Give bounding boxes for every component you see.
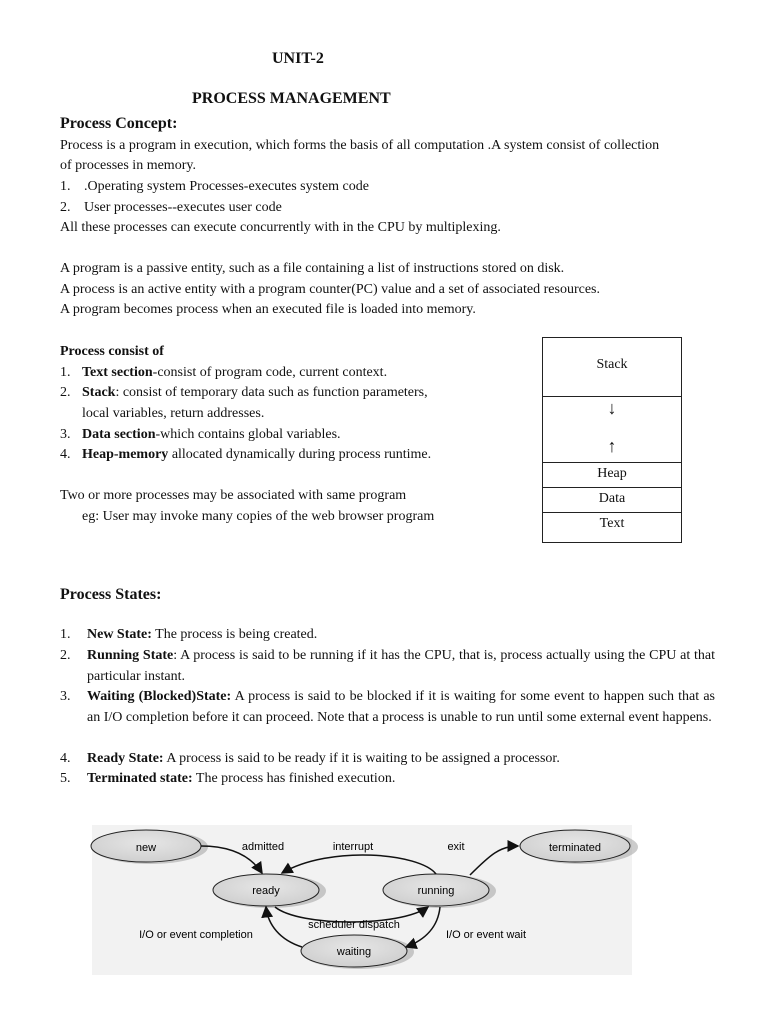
shared-program-example: eg: User may invoke many copies of the web browser program: [82, 509, 435, 524]
unit-title: UNIT-2: [272, 50, 324, 67]
item-text: -consist of program code, current context.: [152, 365, 388, 380]
node-label: running: [417, 885, 455, 897]
concept-list-item: [60, 198, 282, 218]
item-text: : consist of temporary data such as function parameters,: [115, 385, 428, 400]
concept-line-5: A process is an active entity with a program counter(PC) value and a set of associated resources.: [60, 282, 600, 297]
consist-item: [60, 363, 387, 383]
concept-line-4: A program is a passive entity, such as a file containing a list of instructions stored on disk.: [60, 261, 565, 276]
list-number: 2.: [60, 385, 71, 400]
edge-label-scheduler: scheduler dispatch: [308, 919, 400, 931]
item-text: -which contains global variables.: [155, 427, 341, 442]
list-number: 1.: [60, 365, 71, 380]
state-label: Terminated state:: [87, 771, 193, 786]
list-text: .Operating system Processes-executes system code: [84, 179, 369, 194]
list-number: 4.: [60, 751, 71, 766]
list-number: 1.: [60, 179, 71, 194]
state-item-new: [60, 625, 715, 646]
concept-line-3: All these processes can execute concurrently with in the CPU by multiplexing.: [60, 220, 501, 235]
list-number: 4.: [60, 447, 71, 462]
list-number: 5.: [60, 771, 71, 786]
list-number: 3.: [60, 689, 71, 704]
state-text: A process is said to be blocked if it is waiting for some event to happen such that as an I/O completion before it can proceed. Note that a process is unable to run until some external event happens.: [87, 689, 715, 725]
concept-line-1: Process is a program in execution, which forms the basis of all computation .A system consist of collection: [60, 138, 660, 153]
node-label: waiting: [336, 946, 372, 958]
list-text: User processes--executes user code: [84, 200, 282, 215]
state-text: The process has finished execution.: [192, 771, 396, 786]
item-label: Stack: [82, 385, 116, 400]
list-number: 3.: [60, 427, 71, 442]
list-number: 1.: [60, 627, 71, 642]
section-heading-concept: Process Concept:: [60, 115, 178, 132]
node-label: new: [135, 842, 157, 854]
consist-item: [60, 425, 341, 445]
state-text: The process is being created.: [151, 627, 318, 642]
section-heading-states: Process States:: [60, 586, 162, 603]
memory-heap-label: Heap: [543, 462, 681, 488]
list-number: 2.: [60, 648, 71, 663]
consist-item: [60, 445, 431, 465]
state-item-waiting: [60, 687, 715, 728]
down-arrow-icon: ↓: [607, 398, 617, 418]
shared-program-line: Two or more processes may be associated with same program: [60, 488, 407, 503]
item-label: Data section: [82, 427, 156, 442]
state-label: Running State: [87, 648, 174, 663]
edge-label-exit: exit: [447, 841, 465, 853]
process-memory-diagram: [542, 337, 682, 543]
page-title: PROCESS MANAGEMENT: [192, 90, 391, 107]
memory-stack-label: Stack: [596, 357, 628, 372]
state-item-terminated: [60, 769, 715, 790]
edge-label-interrupt: interrupt: [332, 841, 374, 853]
state-label: New State:: [87, 627, 152, 642]
concept-list-item: [60, 177, 369, 197]
concept-line-2: of processes in memory.: [60, 158, 196, 173]
consist-item: [60, 383, 428, 403]
state-label: Ready State:: [87, 751, 164, 766]
up-arrow-icon: ↑: [607, 436, 617, 456]
memory-data-label: Data: [543, 487, 681, 513]
item-text: allocated dynamically during process runtime.: [168, 447, 432, 462]
node-label: terminated: [549, 842, 601, 854]
process-state-diagram: [0, 815, 768, 985]
list-number: 2.: [60, 200, 71, 215]
state-item-running: [60, 646, 715, 687]
item-label: Heap-memory: [82, 447, 169, 462]
concept-line-6: A program becomes process when an executed file is loaded into memory.: [60, 302, 476, 317]
edge-label-admitted: admitted: [241, 841, 285, 853]
memory-text-label: Text: [543, 512, 681, 542]
node-label: ready: [252, 885, 280, 897]
item-label: Text section: [82, 365, 153, 380]
state-text: : A process is said to be running if it has the CPU, that is, process actually using the CPU at that particular instant.: [87, 648, 716, 684]
state-text: A process is said to be ready if it is waiting to be assigned a processor.: [163, 751, 560, 766]
edge-label-io-wait: I/O or event wait: [445, 929, 527, 941]
state-item-ready: [60, 749, 715, 770]
consist-item-continuation: local variables, return addresses.: [82, 406, 265, 421]
state-label: Waiting (Blocked)State:: [87, 689, 232, 704]
edge-label-io-completion: I/O or event completion: [139, 929, 253, 941]
consist-heading: Process consist of: [60, 344, 164, 359]
